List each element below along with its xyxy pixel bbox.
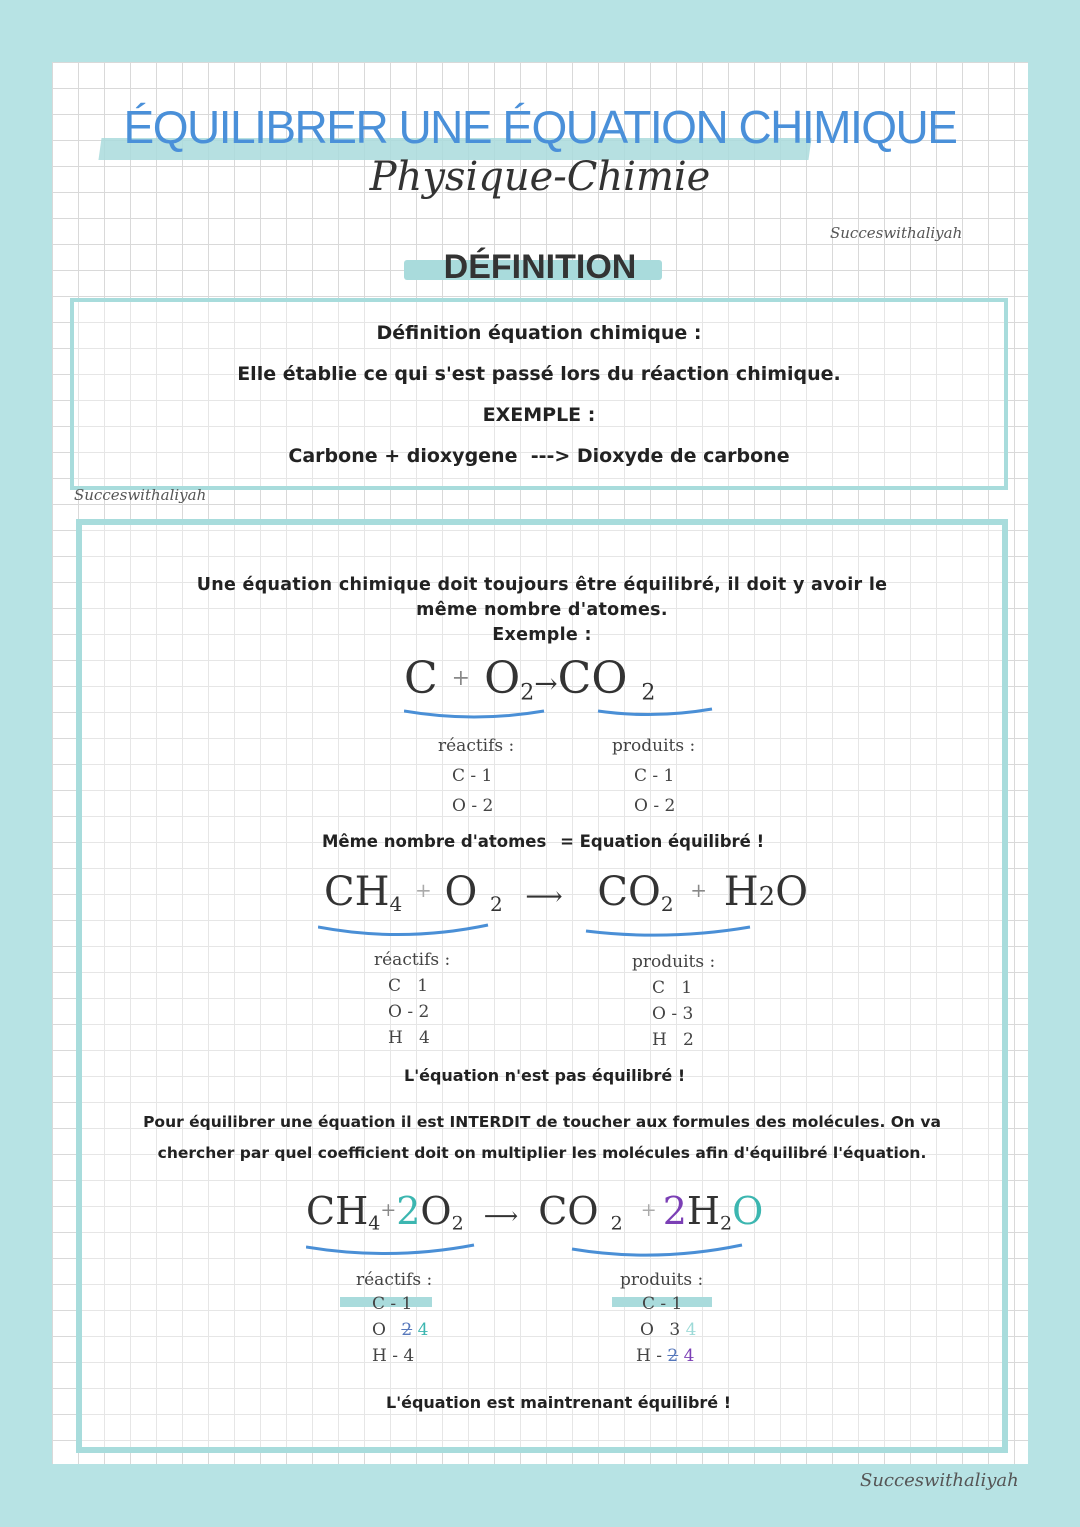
eq3-reactif-c: C - 1 [372,1294,413,1314]
eq2-produit-o: O - 3 [652,1004,694,1024]
eq1-bracket-left [404,711,544,717]
eq3-arrow: ⟶ [483,1202,519,1230]
eq3-produit-h [636,1343,694,1369]
eq3-methane: CH [306,1189,369,1233]
eq3-h-sub: 2 [720,1212,733,1235]
eq2-reactif-c: C 1 [388,976,429,996]
eq2-co-sub: 2 [660,892,674,916]
explanation-box [76,519,1008,1453]
conclusion-1 [322,832,764,851]
eq3-bracket-left [306,1245,474,1254]
eq2-arrow: ⟶ [525,882,563,912]
eq3-reactifs-label: réactifs : [356,1270,433,1290]
definition-label: Définition équation chimique : [376,322,702,344]
signature-top: Succeswithaliyah [830,224,963,242]
eq1-produit-c: C - 1 [634,766,675,786]
eq3-plus: + [380,1199,397,1221]
eq3-co-sub: 2 [610,1212,623,1235]
eq1-reactif-c: C - 1 [452,766,493,786]
eq3-h: H [686,1189,721,1233]
eq1-produit-o: O - 2 [634,796,676,816]
eq1-arrow: → [534,667,558,700]
definition-box [70,298,1008,490]
eq2-h-sub: 2 [758,882,776,912]
conclusion-2: L'équation n'est pas équilibré ! [404,1066,686,1085]
rule-line-1: Pour équilibrer une équation il est INTERDIT de toucher aux formules des molécules. On va [143,1113,941,1131]
eq3-reactif-h: H - 4 [372,1346,415,1366]
page-title: ÉQUILIBRER UNE ÉQUATION CHIMIQUE [123,101,957,153]
eq1-product: CO [557,653,628,704]
conclusion-1-b: = Equation équilibré ! [560,832,765,851]
eq1-oxygen-sub: 2 [520,680,535,706]
equation-1 [404,653,655,706]
eq3-methane-sub: 4 [368,1212,381,1235]
eq2-bracket-right [586,927,750,935]
conclusion-1-a: Même nombre d'atomes [322,832,547,851]
eq2-reactif-h: H 4 [388,1028,430,1048]
eq1-oxygen: O [484,653,521,704]
signature-bottom: Succeswithaliyah [860,1470,1019,1491]
eq1-reactif-o: O - 2 [452,796,494,816]
eq3-produit-h-new: 4 [683,1346,695,1366]
intro-line-1: Une équation chimique doit toujours être équilibré, il doit y avoir le [196,575,888,595]
eq3-o: O [732,1189,764,1233]
eq3-produit-h-prefix: H - [636,1346,662,1366]
definition-text: Elle établie ce qui s'est passé lors du réaction chimique. [237,363,841,385]
eq2-bracket-left [318,925,488,935]
eq1-bracket-right [598,709,712,715]
eq3-reactif-o [372,1317,428,1343]
conclusion-3: L'équation est maintrenant équilibré ! [386,1393,732,1412]
definition-example: Carbone + dioxygene ---> Dioxyde de carbone [288,445,790,467]
rule-line-2: chercher par quel coefficient doit on multiplier les molécules afin d'équilibré l'équation. [157,1144,927,1162]
eq3-plus-2: + [640,1199,657,1221]
equation-3 [306,1189,763,1235]
eq2-methane-sub: 4 [389,892,403,916]
eq2-produit-c: C 1 [652,978,693,998]
eq3-reactif-o-prefix: O [372,1320,386,1340]
eq2-oxygen-sub: 2 [489,892,503,916]
eq3-co: CO [538,1189,599,1233]
eq3-produit-o-prefix: O [640,1320,654,1340]
eq2-plus: + [414,878,432,902]
definition-heading: DÉFINITION [443,248,637,286]
eq1-plus: + [451,666,471,691]
eq1-carbon: C [404,653,438,704]
definition-example-label: EXEMPLE : [482,404,596,426]
eq3-produit-o-new: 4 [685,1320,697,1340]
eq2-co: CO [597,869,661,915]
eq3-produit-o-old: 3 [669,1320,681,1340]
page-subtitle: Physique-Chimie [369,154,711,200]
eq3-produit-c: C - 1 [642,1294,683,1314]
eq3-produits-label: produits : [620,1270,704,1290]
eq3-bracket-right [572,1245,742,1255]
eq2-oxygen: O [444,869,478,915]
signature-mid: Succeswithaliyah [74,486,207,504]
equation-2 [324,869,808,916]
eq2-o: O [775,869,808,915]
eq2-plus-2: + [690,878,708,902]
example-label: Exemple : [492,625,592,645]
eq3-produit-h-old: 2 [667,1346,679,1366]
eq2-produit-h: H 2 [652,1030,694,1050]
eq3-reactif-o-old: 2 [401,1320,413,1340]
eq3-produit-o [640,1317,696,1343]
eq2-methane: CH [324,869,390,915]
eq1-product-sub: 2 [641,680,656,706]
eq1-produits-label: produits : [612,736,696,756]
eq3-oxygen: O [420,1189,452,1233]
notebook-page [52,62,1028,1464]
eq2-reactifs-label: réactifs : [374,950,451,970]
eq1-reactifs-label: réactifs : [438,736,515,756]
eq2-h: H [723,869,759,915]
eq3-coef-2: 2 [662,1189,687,1233]
intro-line-2: même nombre d'atomes. [416,600,668,620]
eq3-oxygen-sub: 2 [451,1212,464,1235]
eq3-coef-1: 2 [396,1189,421,1233]
eq2-produits-label: produits : [632,952,716,972]
eq2-reactif-o: O - 2 [388,1002,430,1022]
eq3-reactif-o-new: 4 [417,1320,429,1340]
eq1-brackets [404,707,724,735]
